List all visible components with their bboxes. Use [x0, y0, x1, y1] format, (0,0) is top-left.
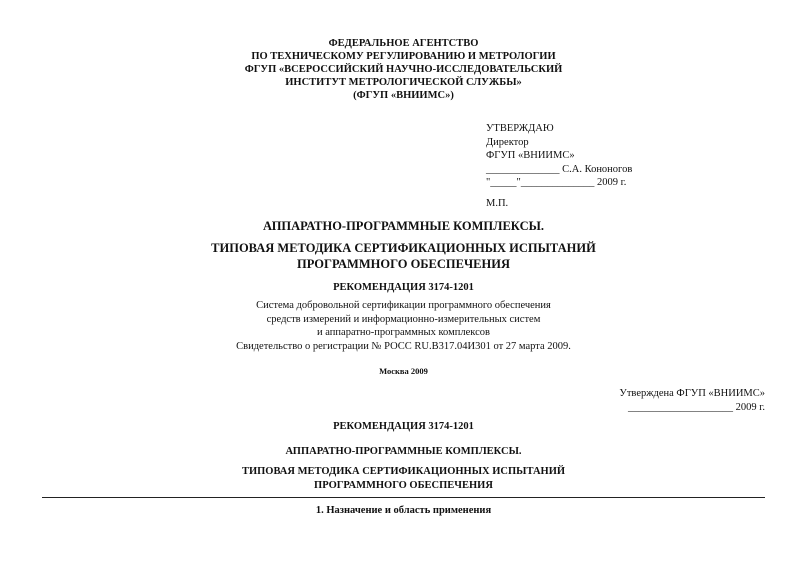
system-line: средств измерений и информационно-измерительных систем [266, 313, 541, 325]
approval-block [486, 122, 632, 190]
document-title-line3: ПРОГРАММНОГО ОБЕСПЕЧЕНИЯ [297, 257, 510, 271]
agency-line: ИНСТИТУТ МЕТРОЛОГИЧЕСКОЙ СЛУЖБЫ» [285, 77, 522, 88]
agency-line: ФЕДЕРАЛЬНОЕ АГЕНТСТВО [328, 38, 479, 49]
section-heading: 1. Назначение и область применения [315, 505, 492, 516]
stamp-placeholder: М.П. [486, 198, 509, 209]
system-line: Система добровольной сертификации программного обеспечения [256, 300, 551, 311]
agency-header [0, 37, 807, 102]
second-title-line3: ПРОГРАММНОГО ОБЕСПЕЧЕНИЯ [314, 479, 493, 491]
agency-line: ПО ТЕХНИЧЕСКОМУ РЕГУЛИРОВАНИЮ И МЕТРОЛОГИИ [251, 51, 556, 62]
document-title-line1: АППАРАТНО-ПРОГРАММНЫЕ КОМПЛЕКСЫ. [262, 219, 544, 233]
approval-line: "_____"______________ 2009 г. [486, 177, 627, 188]
city-year: Москва 2009 [379, 366, 428, 376]
second-title-block [0, 465, 807, 492]
agency-line: (ФГУП «ВНИИМС») [353, 90, 454, 101]
recommendation-number: РЕКОМЕНДАЦИЯ 3174-1201 [333, 282, 474, 293]
agency-line: ФГУП «ВСЕРОССИЙСКИЙ НАУЧНО-ИССЛЕДОВАТЕЛЬСКИЙ [244, 64, 563, 75]
approval-line: УТВЕРЖДАЮ [486, 123, 554, 134]
second-title-line1: АППАРАТНО-ПРОГРАММНЫЕ КОМПЛЕКСЫ. [285, 446, 522, 457]
recommendation-number-2: РЕКОМЕНДАЦИЯ 3174-1201 [333, 421, 474, 432]
system-line: и аппаратно-программных комплексов [317, 327, 490, 338]
approved-by-date-line: ____________________ 2009 г. [628, 401, 765, 413]
certification-system-block [0, 299, 807, 353]
horizontal-divider [42, 497, 765, 498]
document-title-line2: ТИПОВАЯ МЕТОДИКА СЕРТИФИКАЦИОННЫХ ИСПЫТАНИЙ [211, 241, 596, 255]
second-title-line2: ТИПОВАЯ МЕТОДИКА СЕРТИФИКАЦИОННЫХ ИСПЫТАНИЙ [241, 466, 566, 477]
system-line: Свидетельство о регистрации № РОСС RU.B317.04И301 от 27 марта 2009. [236, 340, 571, 352]
approved-by-block [619, 387, 765, 414]
approval-line: ФГУП «ВНИИМС» [486, 150, 575, 161]
approval-line: Директор [486, 136, 529, 148]
document-title-block [0, 240, 807, 272]
approved-by-line: Утверждена ФГУП «ВНИИМС» [619, 388, 765, 399]
approval-line: ______________ С.А. Кононогов [486, 163, 633, 175]
